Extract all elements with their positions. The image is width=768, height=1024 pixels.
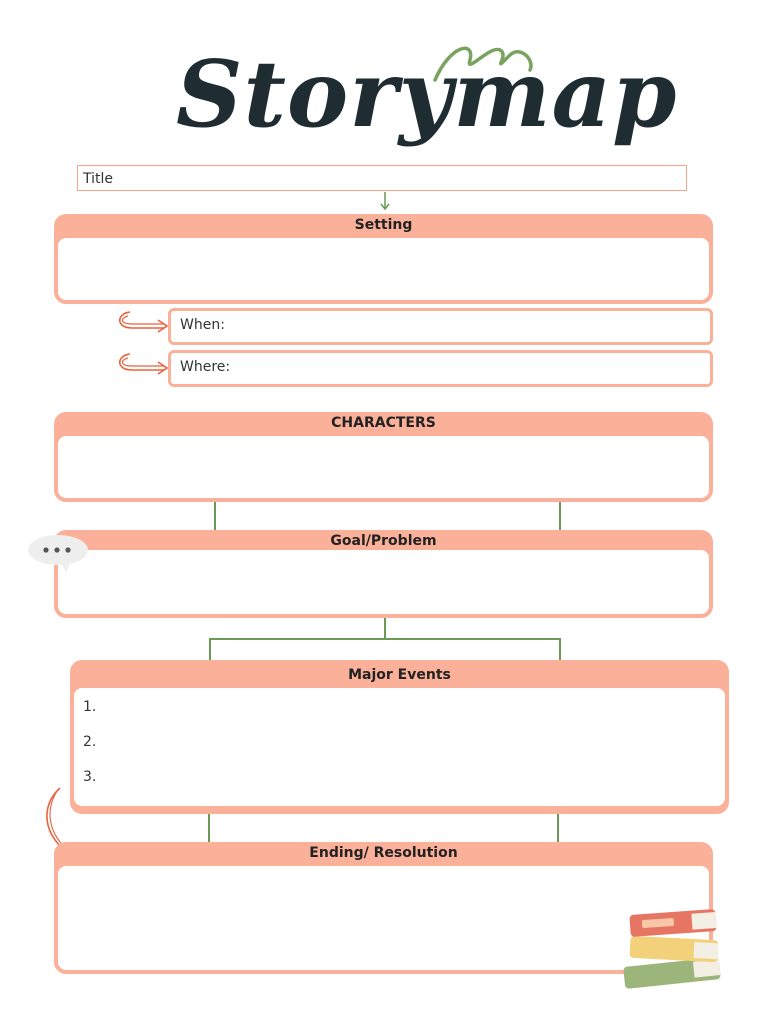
event-item-3: 3. [83, 769, 97, 785]
event-item-2: 2. [83, 734, 97, 750]
curved-arrow-icon [112, 350, 172, 380]
when-label: When: [180, 317, 225, 333]
where-field[interactable] [168, 350, 713, 387]
setting-heading: Setting [354, 217, 413, 233]
ending-heading: Ending/ Resolution [309, 845, 458, 861]
down-arrow-icon [379, 192, 391, 212]
goal-panel [54, 530, 713, 618]
when-field[interactable] [168, 308, 713, 345]
connector-line [559, 638, 561, 662]
page-title: Storymap [176, 40, 678, 148]
ending-input[interactable] [58, 866, 709, 970]
connector-line [208, 814, 210, 844]
book-stack-icon [620, 906, 732, 992]
events-heading: Major Events [348, 667, 451, 683]
storymap-logo [0, 30, 768, 170]
title-field-label: Title [83, 171, 114, 187]
characters-input[interactable] [58, 436, 709, 498]
events-panel [70, 660, 729, 814]
setting-input[interactable] [58, 238, 709, 300]
connector-line [384, 618, 386, 640]
where-label: Where: [180, 359, 231, 375]
characters-heading: CHARACTERS [331, 415, 436, 431]
events-input[interactable] [74, 688, 725, 806]
event-item-1: 1. [83, 699, 97, 715]
curved-arrow-icon [112, 308, 172, 338]
goal-input[interactable] [58, 550, 709, 614]
ending-panel [54, 842, 713, 974]
speech-bubble-icon [26, 533, 92, 575]
connector-line [214, 502, 216, 532]
connector-line [209, 638, 211, 662]
setting-panel [54, 214, 713, 304]
connector-line [557, 814, 559, 844]
title-field[interactable] [77, 165, 687, 191]
connector-line [209, 638, 561, 640]
characters-panel [54, 412, 713, 502]
connector-line [559, 502, 561, 532]
goal-heading: Goal/Problem [330, 533, 437, 549]
